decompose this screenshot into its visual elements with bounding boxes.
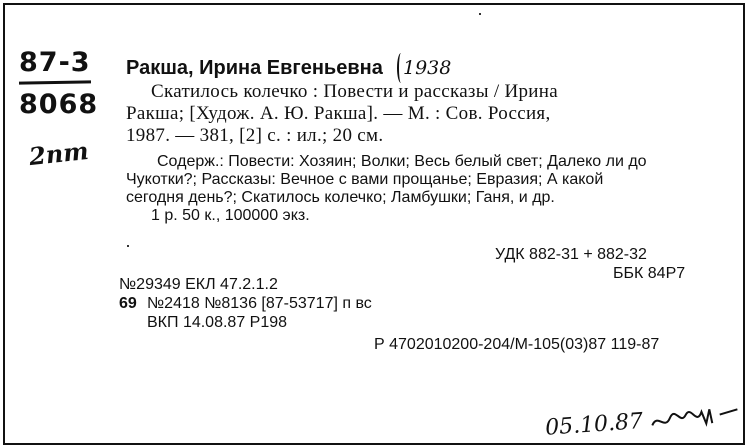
- copies-note-handwritten: 2пт: [27, 135, 90, 172]
- publication-index-code: Р 4702010200-204/М-105(03)87 119-87: [374, 336, 660, 353]
- acquisition-date-handwritten: [544, 402, 740, 441]
- title-line-1: Скатилось колечко : Повести и рассказы / Ирина: [151, 81, 558, 102]
- udk-code: УДК 882-31 + 882-32: [495, 246, 647, 263]
- contents-line-3: сегодня день?; Скатилось колечко; Ламбушки; Ганя, и др.: [126, 189, 555, 206]
- title-line-2: Ракша; [Худож. А. Ю. Ракша]. — М. : Сов. Россия,: [126, 103, 551, 124]
- contents-line-2: Чукотки?; Рассказы: Вечное с вами прощанье; Евразия; А какой: [126, 171, 604, 188]
- shelf-mark-underline: [19, 80, 91, 84]
- order-prefix: 69: [119, 295, 137, 312]
- ekl-number: №29349 ЕКЛ 47.2.1.2: [119, 276, 278, 293]
- vkp-date: ВКП 14.08.87 Р198: [147, 314, 288, 331]
- contents-line-1: Содерж.: Повести: Хозяин; Волки; Весь белый свет; Далеко ли до: [157, 153, 647, 170]
- author-heading: Ракша, Ирина Евгеньевна: [126, 57, 383, 79]
- shelf-mark-number: 87-3: [19, 47, 91, 78]
- order-numbers: №2418 №8136 [87-53717] п вс: [147, 295, 372, 312]
- shelf-mark-handwritten: [19, 47, 91, 78]
- bbk-code: ББК 84Р7: [613, 265, 686, 282]
- price-and-print-run: 1 р. 50 к., 100000 экз.: [151, 207, 310, 224]
- catalog-card: [3, 3, 745, 445]
- acquisition-date-text: 05.10.87: [544, 408, 644, 441]
- title-line-3: 1987. — 381, [2] с. : ил.; 20 см.: [126, 125, 384, 146]
- signature-scribble: [649, 403, 740, 433]
- stray-dot: [127, 245, 129, 247]
- author-birth-year-handwritten: 1938: [403, 57, 452, 79]
- stray-dot-top: [479, 13, 481, 15]
- inventory-number-handwritten: 8068: [19, 89, 99, 120]
